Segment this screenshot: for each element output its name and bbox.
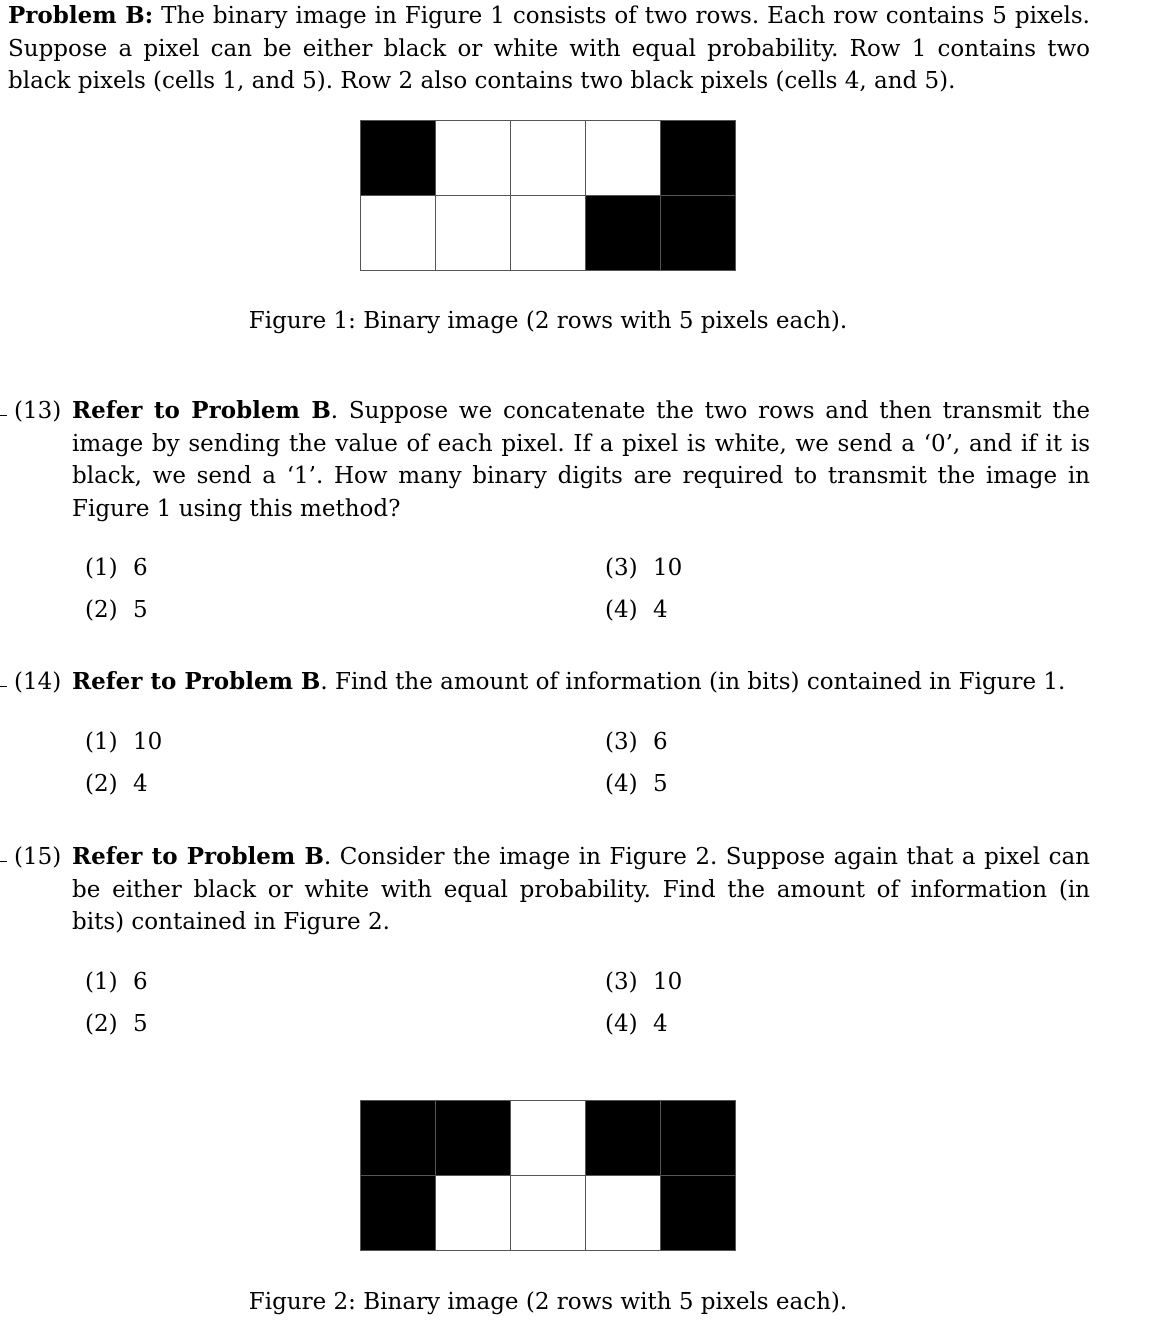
question-text: . Suppose we concatenate the two rows and then transmit the image by sending the value of each pixel. If a pixel is white, we send a ‘0’, and if it is black, we send a ‘1’. How many binary digits are required to transmit the image in Figure 1 using this method? [72,398,1090,522]
question-14 [0,666,1090,699]
pixel-cell [436,1101,511,1176]
pixel-cell [661,1101,736,1176]
problem-heading: Problem B: [8,2,154,29]
question-number: (14) [14,669,62,695]
pixel-cell [661,121,736,196]
option[interactable] [85,727,162,757]
pixel-cell [361,196,436,271]
pixel-cell [586,1101,661,1176]
option-label: (1) [85,555,118,581]
option-label: (1) [85,969,118,995]
option-value: 5 [133,1011,148,1037]
option-value: 4 [653,1011,668,1037]
option-label: (3) [605,555,638,581]
option-value: 10 [653,969,683,995]
question-marker [0,415,7,416]
question-text: . Find the amount of information (in bits) contained in Figure 1. [320,669,1066,695]
pixel-cell [511,1176,586,1251]
option[interactable] [605,553,682,583]
pixel-cell [361,1176,436,1251]
pixel-cell [361,1101,436,1176]
question-marker [0,861,7,862]
option-label: (4) [605,1011,638,1037]
problem-text: The binary image in Figure 1 consists of two rows. Each row contains 5 pixels. Suppose a pixel can be either black or white with equal probability. Row 1 contains two black pixels (cells 1, and 5). Row 2 also contains two black pixels (cells 4, and 5). [8,3,1090,94]
pixel-cell [586,196,661,271]
pixel-cell [511,121,586,196]
option-label: (4) [605,597,638,623]
question-number: (15) [14,844,62,870]
option[interactable] [605,967,682,997]
question-13 [0,395,1090,525]
pixel-cell [436,196,511,271]
option-value: 4 [133,771,148,797]
pixel-cell [661,196,736,271]
question-text: . Consider the image in Figure 2. Suppose again that a pixel can be either black or white with equal probability. Find the amount of information (in bits) contained in Figure 2. [72,844,1090,935]
option[interactable] [605,1009,668,1039]
pixel-cell [511,1101,586,1176]
figure-1-grid [360,120,736,271]
figure-2-grid [360,1100,736,1251]
option-value: 5 [653,771,668,797]
option-label: (2) [85,597,118,623]
question-15 [0,841,1090,939]
pixel-cell [436,1176,511,1251]
option-label: (2) [85,771,118,797]
option[interactable] [605,769,668,799]
question-body [72,395,1090,525]
option-value: 10 [653,555,683,581]
option-value: 6 [653,729,668,755]
option[interactable] [605,727,668,757]
problem-statement [8,0,1090,98]
pixel-cell [661,1176,736,1251]
option[interactable] [85,967,148,997]
option[interactable] [85,595,148,625]
pixel-cell [586,1176,661,1251]
option-value: 4 [653,597,668,623]
question-lead: Refer to Problem B [72,668,321,695]
option-value: 6 [133,969,148,995]
question-number: (13) [14,398,62,424]
option[interactable] [605,595,668,625]
option-value: 10 [133,729,163,755]
option[interactable] [85,769,148,799]
pixel-cell [436,121,511,196]
option[interactable] [85,553,148,583]
figure-1-caption: Figure 1: Binary image (2 rows with 5 pixels each). [248,308,848,334]
pixel-cell [586,121,661,196]
question-lead: Refer to Problem B [72,397,331,424]
question-body [72,841,1090,939]
option-label: (3) [605,969,638,995]
option-label: (3) [605,729,638,755]
question-lead: Refer to Problem B [72,843,324,870]
option-label: (2) [85,1011,118,1037]
option-label: (1) [85,729,118,755]
pixel-cell [511,196,586,271]
option[interactable] [85,1009,148,1039]
option-label: (4) [605,771,638,797]
question-marker [0,686,7,687]
option-value: 6 [133,555,148,581]
option-value: 5 [133,597,148,623]
question-body [72,666,1090,699]
figure-2-caption: Figure 2: Binary image (2 rows with 5 pixels each). [248,1289,848,1315]
pixel-cell [361,121,436,196]
